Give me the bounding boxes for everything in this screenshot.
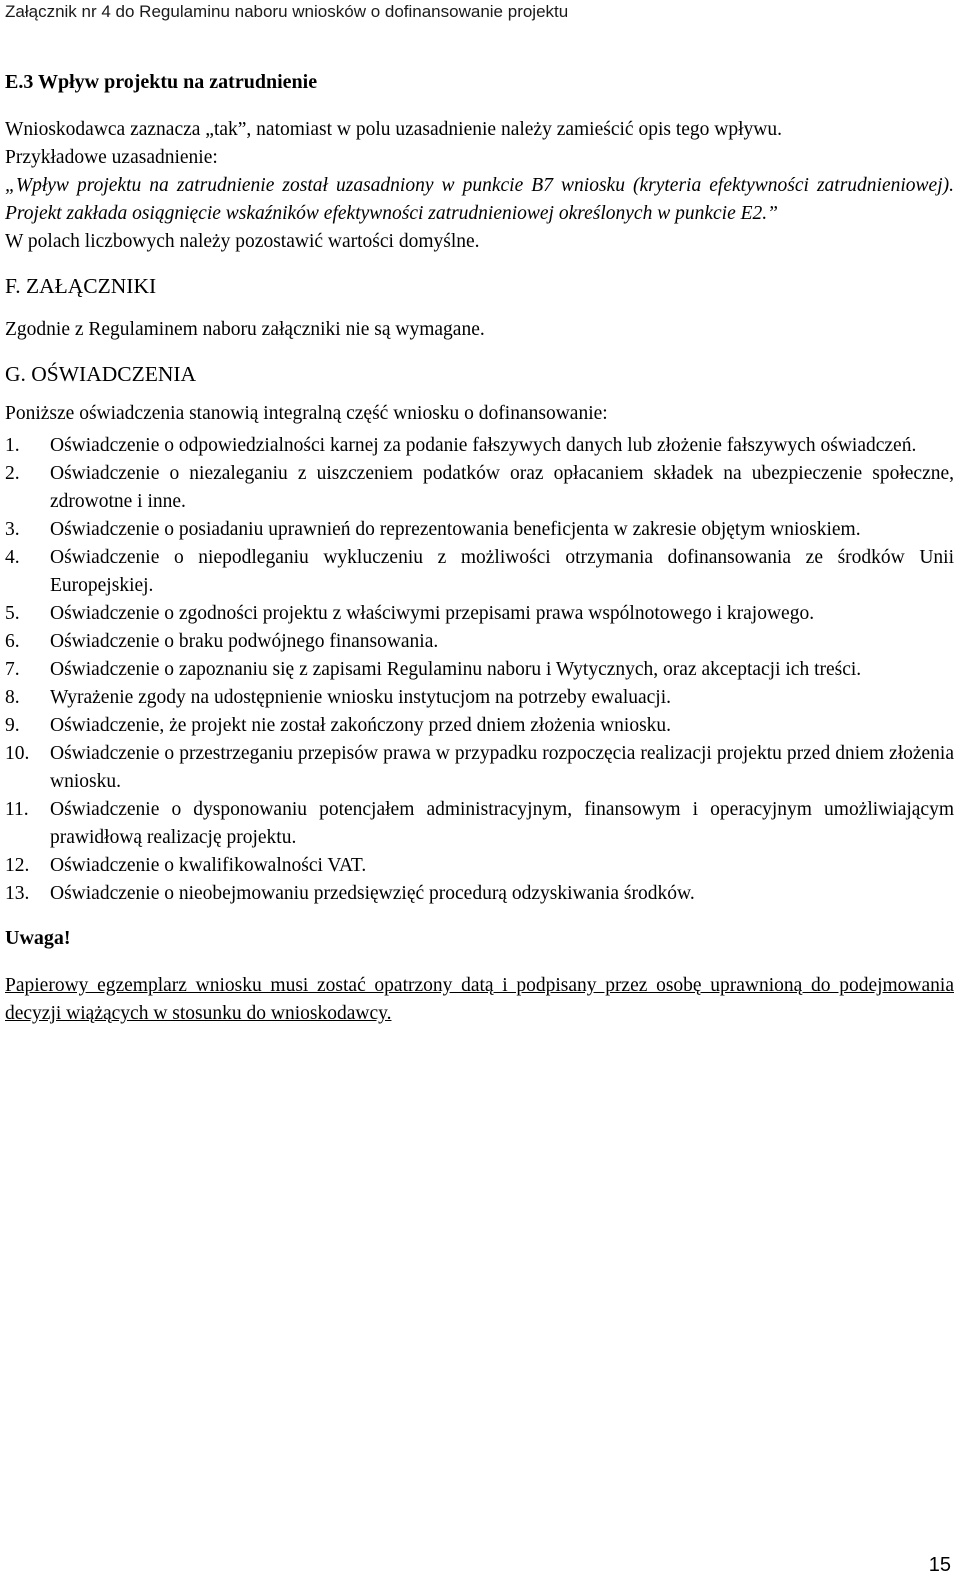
list-item-number: 8. — [5, 687, 20, 708]
list-item-text: Oświadczenie o dysponowaniu potencjałem administracyjnym, finansowym i operacyjnym umożliwiającym prawidłową realizację projektu. — [50, 799, 954, 848]
section-e3-paragraph: Wnioskodawca zaznacza „tak”, natomiast w polu uzasadnienie należy zamieścić opis tego wpływu. — [5, 119, 782, 140]
list-item-number: 2. — [5, 463, 20, 484]
list-item — [5, 684, 954, 712]
page-number: 15 — [928, 1554, 951, 1576]
list-item — [5, 880, 954, 908]
section-g-title: G. OŚWIADCZENIA — [5, 362, 197, 386]
list-item — [5, 712, 954, 740]
document-body — [5, 68, 954, 1028]
list-item-text: Oświadczenie o przestrzeganiu przepisów prawa w przypadku rozpoczęcia realizacji projektu przed dniem złożenia wniosku. — [50, 743, 954, 792]
list-item-text: Oświadczenie o niepodleganiu wykluczeniu z możliwości otrzymania dofinansowania ze środków Unii Europejskiej. — [50, 547, 954, 596]
list-item-text: Oświadczenie o braku podwójnego finansowania. — [50, 631, 439, 652]
list-item-number: 13. — [5, 883, 30, 904]
list-item-text: Oświadczenie o zapoznaniu się z zapisami Regulaminu naboru i Wytycznych, oraz akceptacji ich treści. — [50, 659, 862, 680]
list-item-number: 4. — [5, 547, 20, 568]
list-item-text: Oświadczenie o zgodności projektu z właściwymi przepisami prawa wspólnotowego i krajowego. — [50, 603, 815, 624]
list-item-number: 9. — [5, 715, 20, 736]
list-item-number: 12. — [5, 855, 30, 876]
warning-label: Uwaga! — [5, 927, 71, 949]
list-item-text: Oświadczenie o posiadaniu uprawnień do reprezentowania beneficjenta w zakresie objętym wnioskiem. — [50, 519, 861, 540]
list-item-text: Wyrażenie zgody na udostępnienie wniosku instytucjom na potrzeby ewaluacji. — [50, 687, 672, 708]
list-item-number: 3. — [5, 519, 20, 540]
list-item-number: 1. — [5, 435, 20, 456]
list-item-number: 10. — [5, 743, 30, 764]
list-item — [5, 796, 954, 852]
list-item — [5, 460, 954, 516]
numeric-fields-note: W polach liczbowych należy pozostawić wartości domyślne. — [5, 231, 480, 252]
list-item — [5, 432, 954, 460]
list-item-number: 11. — [5, 799, 29, 820]
list-item-text: Oświadczenie o kwalifikowalności VAT. — [50, 855, 367, 876]
list-item — [5, 656, 954, 684]
section-f-title: F. ZAŁĄCZNIKI — [5, 274, 157, 298]
section-e3-title: E.3 Wpływ projektu na zatrudnienie — [5, 71, 318, 93]
section-g-intro: Poniższe oświadczenia stanowią integralną część wniosku o dofinansowanie: — [5, 403, 608, 424]
list-item-text: Oświadczenie o odpowiedzialności karnej za podanie fałszywych danych lub złożenie fałszywych oświadczeń. — [50, 435, 917, 456]
list-item-text: Oświadczenie o niezaleganiu z uiszczeniem podatków oraz opłacaniem składek na ubezpieczenie społeczne, zdrowotne i inne. — [50, 463, 954, 512]
document-header: Załącznik nr 4 do Regulaminu naboru wniosków o dofinansowanie projektu — [5, 2, 569, 21]
example-justification: „Wpływ projektu na zatrudnienie został uzasadniony w punkcie B7 wniosku (kryteria efektywności zatrudnieniowej). Projekt zakłada osiągnięcie wskaźników efektywności zatrudnieniowej określonych w punkcie E2.” — [5, 175, 954, 224]
example-label: Przykładowe uzasadnienie: — [5, 147, 218, 168]
list-item-text: Oświadczenie o nieobejmowaniu przedsięwzięć procedurą odzyskiwania środków. — [50, 883, 695, 904]
declarations-list — [5, 432, 954, 908]
list-item-text: Oświadczenie, że projekt nie został zakończony przed dniem złożenia wniosku. — [50, 715, 672, 736]
section-f-text: Zgodnie z Regulaminem naboru załączniki nie są wymagane. — [5, 319, 485, 340]
list-item — [5, 852, 954, 880]
list-item — [5, 740, 954, 796]
list-item-number: 6. — [5, 631, 20, 652]
list-item-number: 5. — [5, 603, 20, 624]
list-item — [5, 544, 954, 600]
list-item — [5, 516, 954, 544]
list-item-number: 7. — [5, 659, 20, 680]
warning-text: Papierowy egzemplarz wniosku musi zostać opatrzony datą i podpisany przez osobę uprawnioną do podejmowania decyzji wiążących w stosunku do wnioskodawcy. — [5, 975, 954, 1024]
list-item — [5, 600, 954, 628]
list-item — [5, 628, 954, 656]
